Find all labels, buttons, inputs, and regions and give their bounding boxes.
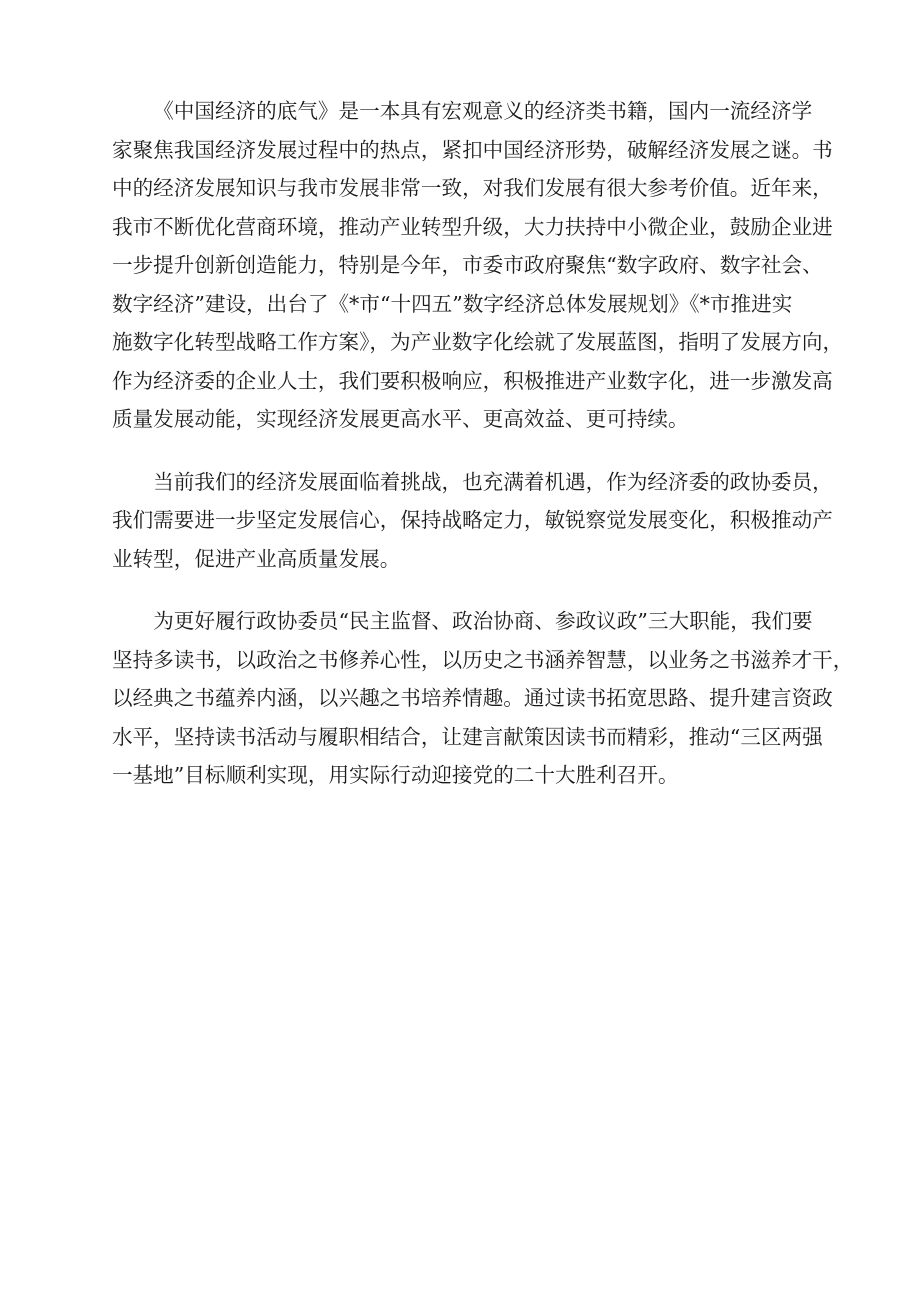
paragraph-line: 施数字化转型战略工作方案》，为产业数字化绘就了发展蓝图，指明了发展方向， bbox=[112, 330, 844, 354]
paragraph-line: 我们需要进一步坚定发展信心，保持战略定力，敏锐察觉发展变化，积极推动产 bbox=[112, 508, 833, 532]
paragraph-2 bbox=[112, 463, 833, 579]
paragraph-3 bbox=[112, 602, 854, 795]
paragraph-line: 数字经济”建设，出台了《*市“十四五”数字经济总体发展规划》《*市推进实 bbox=[112, 291, 793, 316]
paragraph-line: 以经典之书蕴养内涵，以兴趣之书培养情趣。通过读书拓宽思路、提升建言资政 bbox=[112, 686, 833, 710]
paragraph-line: 一基地”目标顺利实现，用实际行动迎接党的二十大胜利召开。 bbox=[112, 763, 679, 787]
paragraph-1 bbox=[112, 92, 844, 439]
document-body bbox=[112, 92, 854, 795]
paragraph-line: 坚持多读书，以政治之书修养心性，以历史之书涵养智慧，以业务之书滋养才干， bbox=[112, 647, 854, 672]
paragraph-line: 家聚焦我国经济发展过程中的热点，紧扣中国经济形势，破解经济发展之谜。书 bbox=[112, 137, 833, 162]
paragraph-line: 作为经济委的企业人士，我们要积极响应，积极推进产业数字化，进一步激发高 bbox=[112, 368, 833, 393]
paragraph-line: 当前我们的经济发展面临着挑战，也充满着机遇，作为经济委的政协委员， bbox=[153, 469, 833, 494]
paragraph-line: 水平，坚持读书活动与履职相结合，让建言献策因读书而精彩，推动“三区两强 bbox=[112, 724, 823, 749]
paragraph-line: 质量发展动能，实现经济发展更高水平、更高效益、更可持续。 bbox=[112, 407, 689, 431]
paragraph-line: 业转型，促进产业高质量发展。 bbox=[112, 546, 401, 571]
paragraph-line: 我市不断优化营商环境，推动产业转型升级，大力扶持中小微企业，鼓励企业进 bbox=[112, 214, 833, 239]
paragraph-line: 一步提升创新创造能力，特别是今年，市委市政府聚焦“数字政府、数字社会、 bbox=[112, 253, 823, 277]
paragraph-line: 为更好履行政协委员“民主监督、政治协商、参政议政”三大职能，我们要 bbox=[153, 609, 813, 633]
paragraph-line: 中的经济发展知识与我市发展非常一致，对我们发展有很大参考价值。近年来， bbox=[112, 176, 833, 200]
paragraph-line: 《中国经济的底气》是一本具有宏观意义的经济类书籍，国内一流经济学 bbox=[153, 99, 813, 123]
